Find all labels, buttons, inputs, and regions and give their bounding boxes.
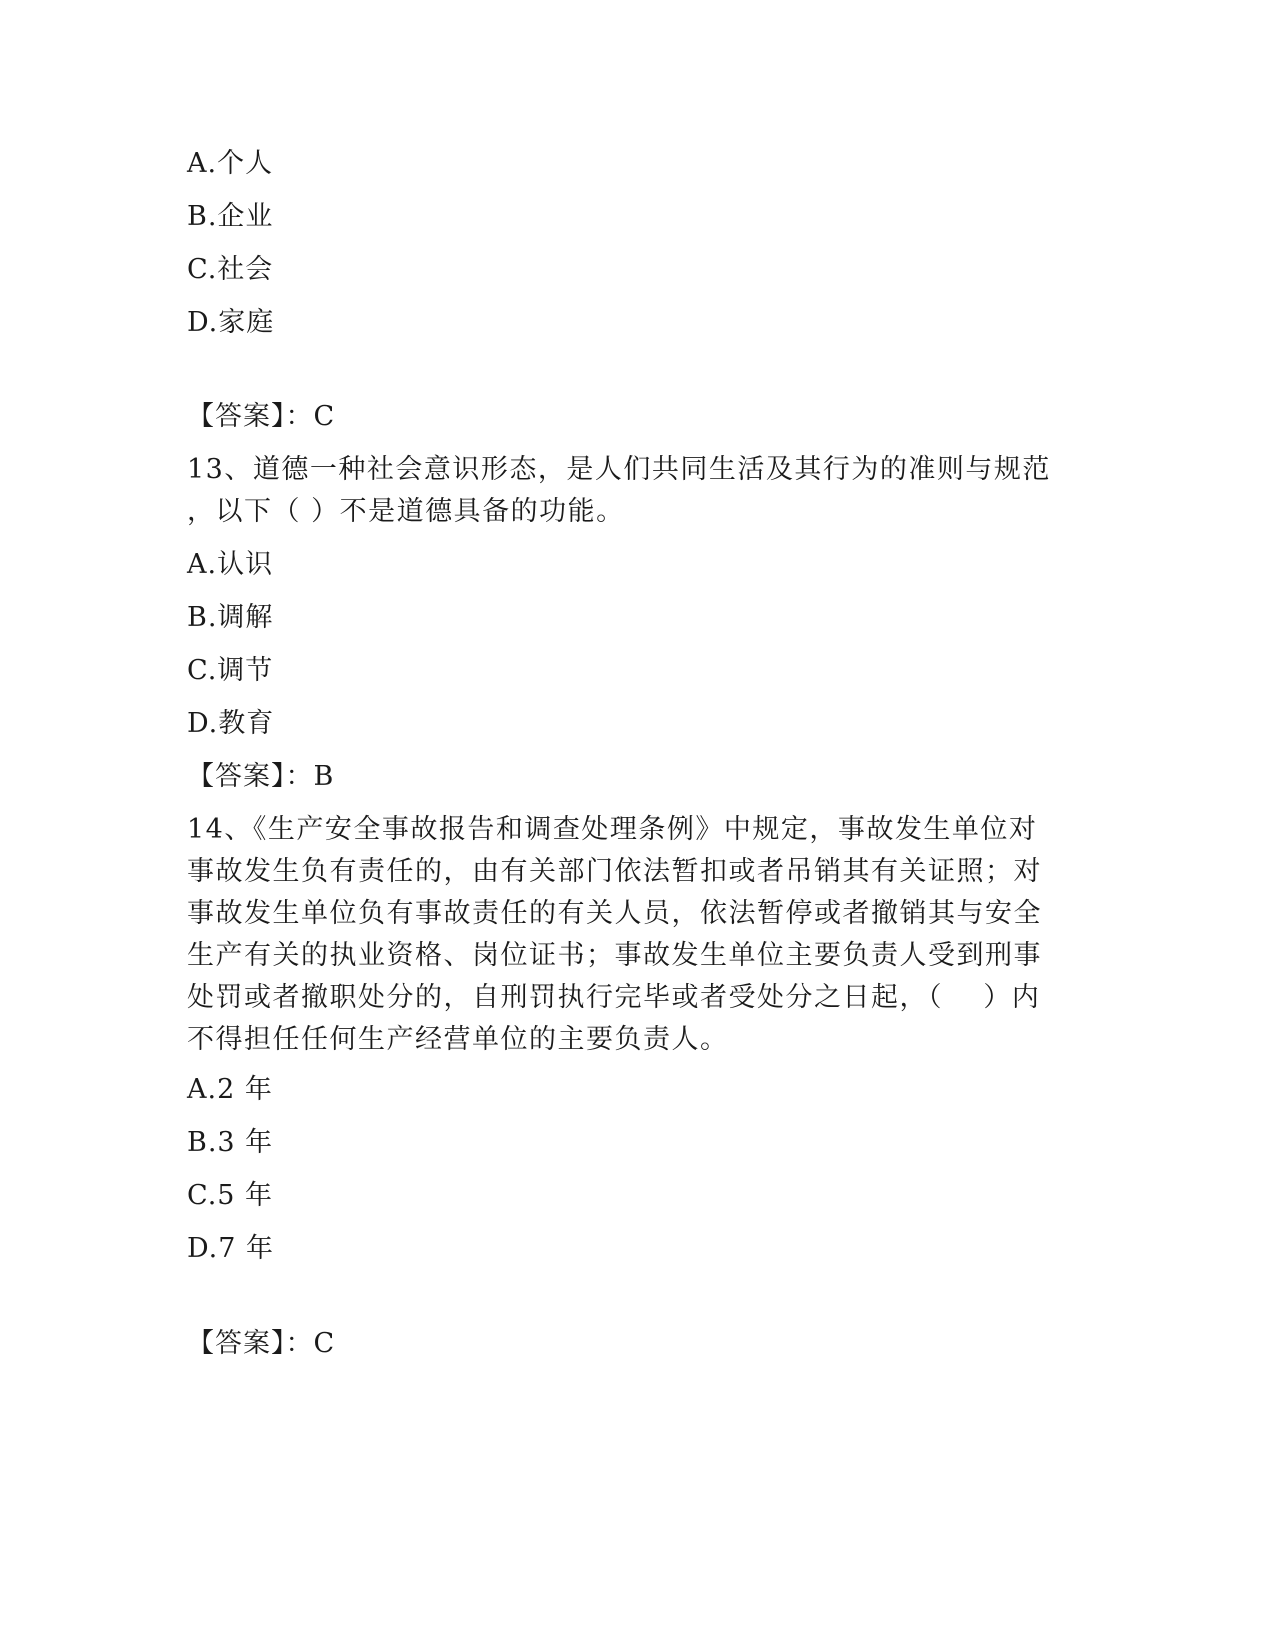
q13-option-d: D.教育 (187, 708, 275, 739)
q13-answer: 【答案】：B (187, 761, 335, 792)
q14-option-a: A.2 年 (187, 1074, 273, 1105)
q14-stem-line-3: 事故发生单位负有事故责任的有关人员，依法暂停或者撤销其与安全 (187, 898, 1042, 929)
q12-option-c: C.社会 (187, 254, 274, 285)
q13-stem-line-1: 13、道德一种社会意识形态，是人们共同生活及其行为的准则与规范 (187, 454, 1051, 485)
q12-option-d: D.家庭 (187, 307, 275, 338)
q14-stem-line-1: 14、《生产安全事故报告和调查处理条例》中规定，事故发生单位对 (187, 814, 1038, 845)
q14-option-d: D.7 年 (187, 1233, 275, 1264)
q14-stem-line-4: 生产有关的执业资格、岗位证书；事故发生单位主要负责人受到刑事 (187, 940, 1042, 971)
q14-stem-line-6: 不得担任任何生产经营单位的主要负责人。 (187, 1024, 729, 1055)
q14-stem-line-2: 事故发生负有责任的，由有关部门依法暂扣或者吊销其有关证照；对 (187, 856, 1042, 887)
q13-option-b: B.调解 (187, 602, 274, 633)
q12-option-a: A.个人 (187, 148, 274, 179)
q14-answer: 【答案】：C (187, 1328, 336, 1359)
q12-answer: 【答案】：C (187, 401, 336, 432)
q13-stem-line-2: ，以下（ ）不是道德具备的功能。 (187, 496, 625, 527)
q14-option-c: C.5 年 (187, 1180, 274, 1211)
q14-stem-line-5: 处罚或者撤职处分的，自刑罚执行完毕或者受处分之日起，（ ）内 (187, 982, 1041, 1013)
q13-option-c: C.调节 (187, 655, 274, 686)
q14-option-b: B.3 年 (187, 1127, 274, 1158)
q13-option-a: A.认识 (187, 549, 274, 580)
q12-option-b: B.企业 (187, 201, 274, 232)
